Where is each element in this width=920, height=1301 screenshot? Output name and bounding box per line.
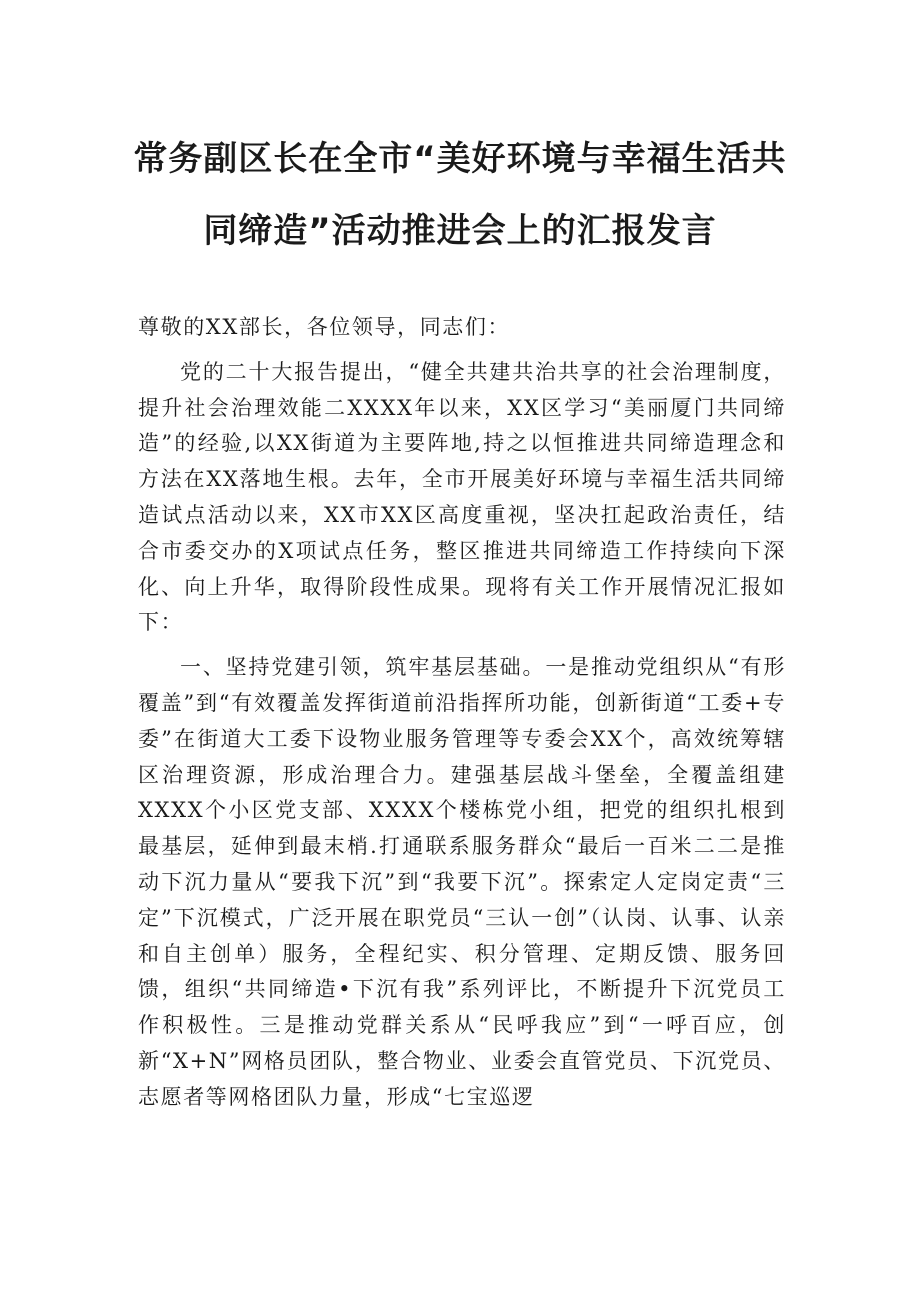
document-title-line-2: 同缔造”活动推进会上的汇报发言	[203, 211, 717, 251]
document-title-line-1: 常务副区长在全市“美好环境与幸福生活共	[133, 139, 787, 179]
document-body	[138, 310, 786, 1125]
paragraph-intro: 党的二十大报告提出，“健全共建共治共享的社会治理制度，提升社会治理效能二XXXX年以来，XX区学习“美丽厦门共同缔造”的经验,以XX街道为主要阵地,持之以恒推进共同缔造理念和方法在XX落地生根。去年，全市开展美好环境与幸福生活共同缔造试点活动以来，XX市XX区高度重视，坚决扛起政治责任，结合市委交办的X项试点任务，整区推进共同缔造工作持续向下深化、向上升华，取得阶段性成果。现将有关工作开展情况汇报如下：	[138, 359, 786, 635]
salutation: 尊敬的XX部长，各位领导，同志们：	[138, 315, 511, 339]
paragraph-section-one: 一、坚持党建引领，筑牢基层基础。一是推动党组织从“有形覆盖”到“有效覆盖发挥街道前沿指挥所功能，创新街道“工委+专委”在街道大工委下设物业服务管理等专委会XX个，高效统筹辖区治理资源，形成治理合力。建强基层战斗堡垒，全覆盖组建XXXX个小区党支部、XXXX个楼栋党小组，把党的组织扎根到最基层，延伸到最末梢.打通联系服务群众“最后一百米二二是推动下沉力量从“要我下沉”到“我要下沉”。探索定人定岗定责“三定”下沉模式，广泛开展在职党员“三认一创”（认岗、认事、认亲和自主创单）服务，全程纪实、积分管理、定期反馈、服务回馈，组织“共同缔造•下沉有我”系列评比，不断提升下沉党员工作积极性。三是推动党群关系从“民呼我应”到“一呼百应，创新“X+N”网格员团队，整合物业、业委会直管党员、下沉党员、志愿者等网格团队力量，形成“七宝巡逻	[138, 655, 786, 1109]
